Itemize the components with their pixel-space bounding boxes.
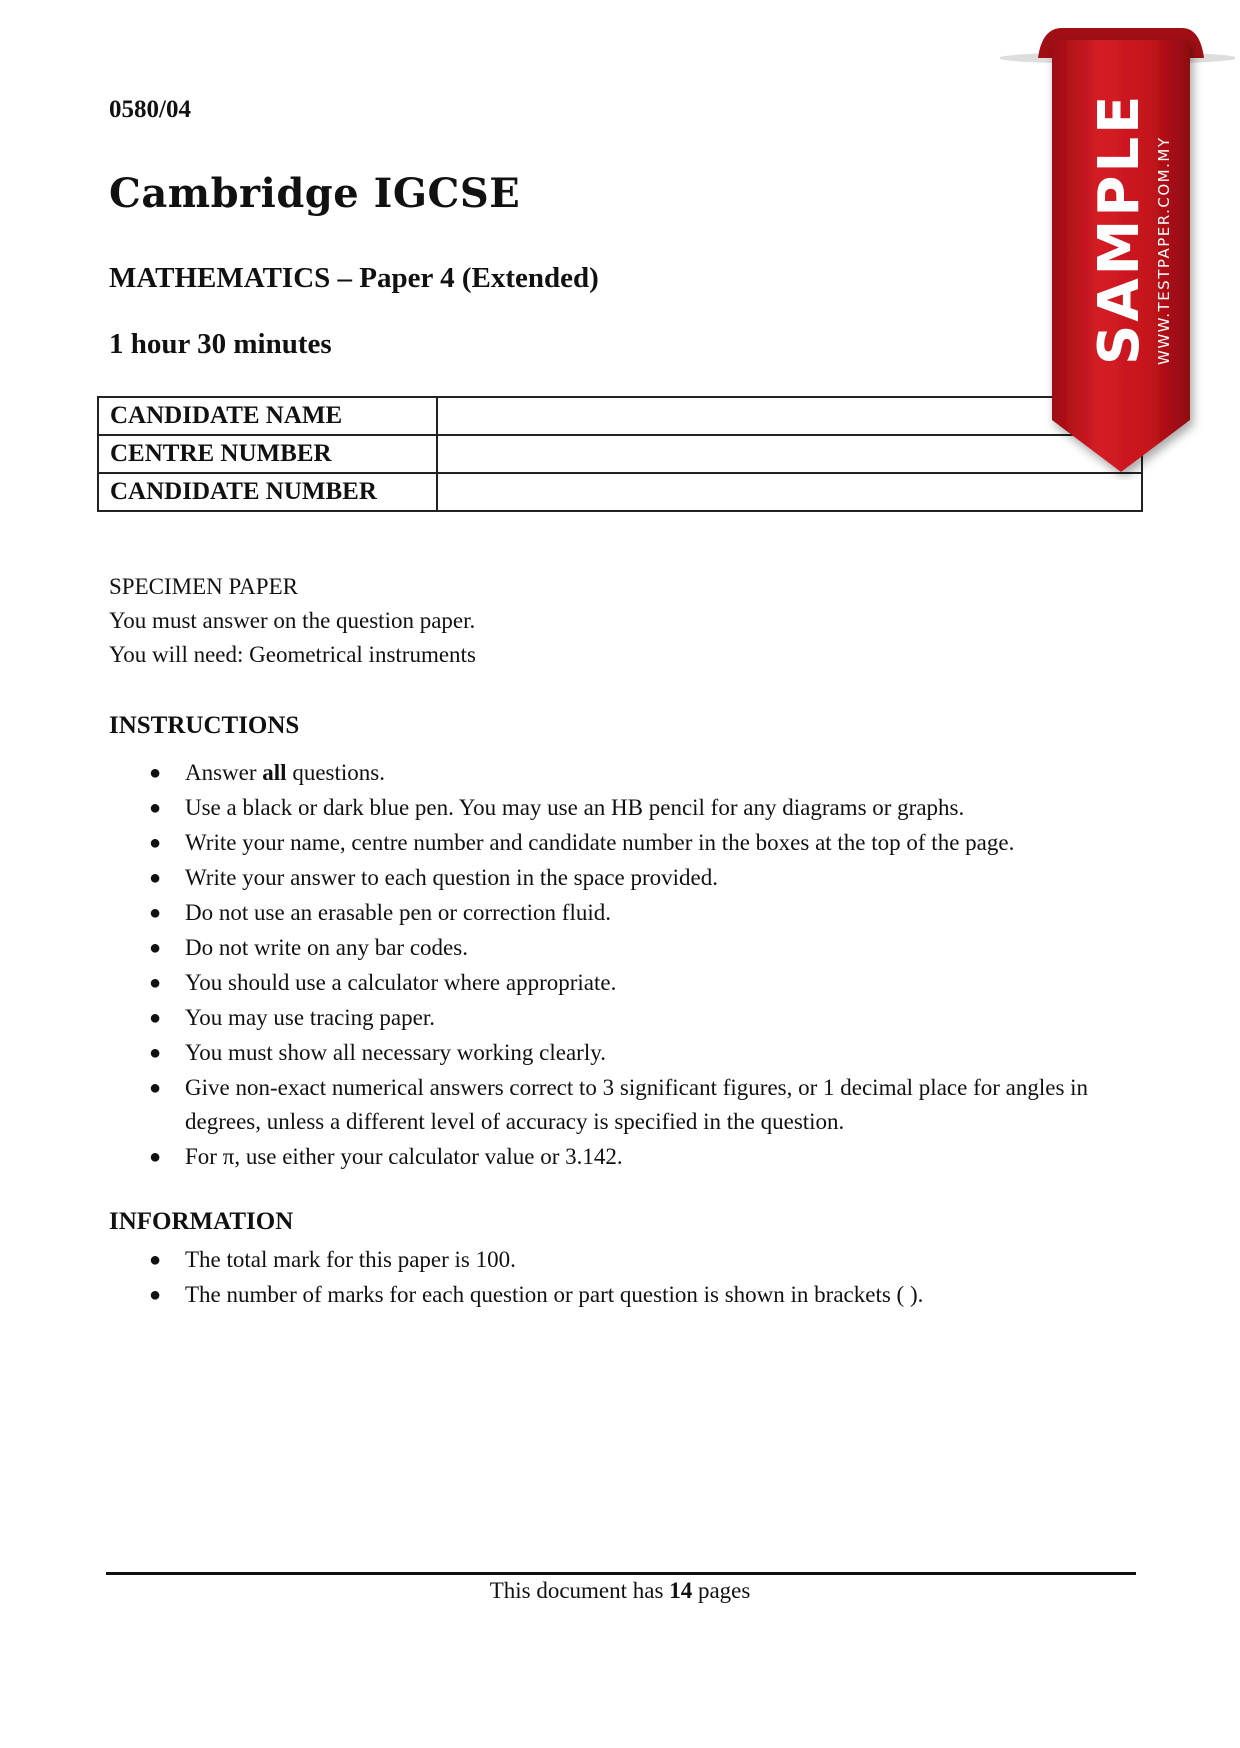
instructions-list (109, 756, 1099, 1175)
bullet-icon: ● (149, 1146, 162, 1168)
list-item-text: Do not write on any bar codes. (185, 935, 468, 960)
answer-all-bold: all (262, 760, 287, 785)
list-item (109, 931, 1099, 965)
page-count: 14 (669, 1578, 693, 1603)
list-item-text: Write your answer to each question in the space provided. (185, 865, 719, 890)
bullet-icon: ● (149, 1249, 162, 1271)
centre-number-label: CENTRE NUMBER (98, 435, 437, 473)
specimen-notes (109, 570, 476, 672)
list-item (109, 1140, 1099, 1174)
list-item-text: You must show all necessary working clearly. (185, 1040, 606, 1065)
list-item (109, 1036, 1099, 1070)
list-item (109, 791, 1099, 825)
bullet-icon: ● (149, 1042, 162, 1064)
candidate-number-row (98, 473, 1142, 511)
list-item (109, 1278, 1099, 1312)
list-item-text: Write your name, centre number and candidate number in the boxes at the top of the page. (185, 830, 1015, 855)
footer-text-before: This document has (489, 1578, 670, 1603)
exam-duration: 1 hour 30 minutes (109, 328, 332, 360)
information-heading: INFORMATION (109, 1208, 294, 1235)
bullet-icon: ● (149, 1284, 162, 1306)
bullet-icon: ● (149, 1007, 162, 1029)
list-item (109, 756, 1099, 790)
specimen-label: SPECIMEN PAPER (109, 574, 298, 599)
brand-title: Cambridge IGCSE (109, 170, 521, 217)
list-item-text: Use a black or dark blue pen. You may use an HB pencil for any diagrams or graphs. (185, 795, 965, 820)
answer-all-before: Answer (185, 760, 263, 785)
list-item-text: For π, use either your calculator value or 3.142. (185, 1144, 623, 1169)
bullet-icon: ● (149, 972, 162, 994)
list-item (109, 826, 1099, 860)
bullet-icon: ● (149, 902, 162, 924)
list-item-text: You may use tracing paper. (185, 1005, 435, 1030)
list-item (109, 1001, 1099, 1035)
information-list (109, 1243, 1099, 1313)
list-item (109, 896, 1099, 930)
bullet-icon: ● (149, 832, 162, 854)
list-item-text: Give non-exact numerical answers correct to 3 significant figures, or 1 decimal place for angles in degrees, unless a different level of accuracy is specified in the question. (185, 1075, 1089, 1134)
list-item (109, 1243, 1099, 1277)
bullet-icon: ● (149, 762, 162, 784)
candidate-name-row (98, 397, 1142, 435)
centre-number-row (98, 435, 1142, 473)
list-item (109, 861, 1099, 895)
instructions-heading: INSTRUCTIONS (109, 712, 300, 739)
bullet-icon: ● (149, 937, 162, 959)
bullet-icon: ● (149, 1077, 162, 1099)
page-count-footer (0, 1578, 1240, 1604)
paper-code: 0580/04 (109, 96, 191, 123)
list-item-text: The number of marks for each question or part question is shown in brackets ( ). (185, 1282, 924, 1307)
subject-title: MATHEMATICS – Paper 4 (Extended) (109, 262, 599, 294)
equipment-note: You will need: Geometrical instruments (109, 642, 476, 667)
answer-all-after: questions. (286, 760, 385, 785)
answer-on-paper-note: You must answer on the question paper. (109, 608, 476, 633)
list-item-text: Do not use an erasable pen or correction fluid. (185, 900, 611, 925)
candidate-number-label: CANDIDATE NUMBER (98, 473, 437, 511)
footer-text-after: pages (692, 1578, 751, 1603)
candidate-name-label: CANDIDATE NAME (98, 397, 437, 435)
ribbon-url-text: WWW.TESTPAPER.COM.MY (1155, 136, 1173, 365)
candidate-details-table (97, 396, 1143, 512)
list-item-text: You should use a calculator where appropriate. (185, 970, 617, 995)
footer-divider (106, 1572, 1136, 1575)
list-item (109, 1071, 1099, 1139)
list-item-text: The total mark for this paper is 100. (185, 1247, 516, 1272)
ribbon-sample-text: SAMPLE (1087, 92, 1152, 365)
sample-ribbon (1000, 20, 1235, 480)
list-item (109, 966, 1099, 1000)
bullet-icon: ● (149, 867, 162, 889)
bullet-icon: ● (149, 797, 162, 819)
